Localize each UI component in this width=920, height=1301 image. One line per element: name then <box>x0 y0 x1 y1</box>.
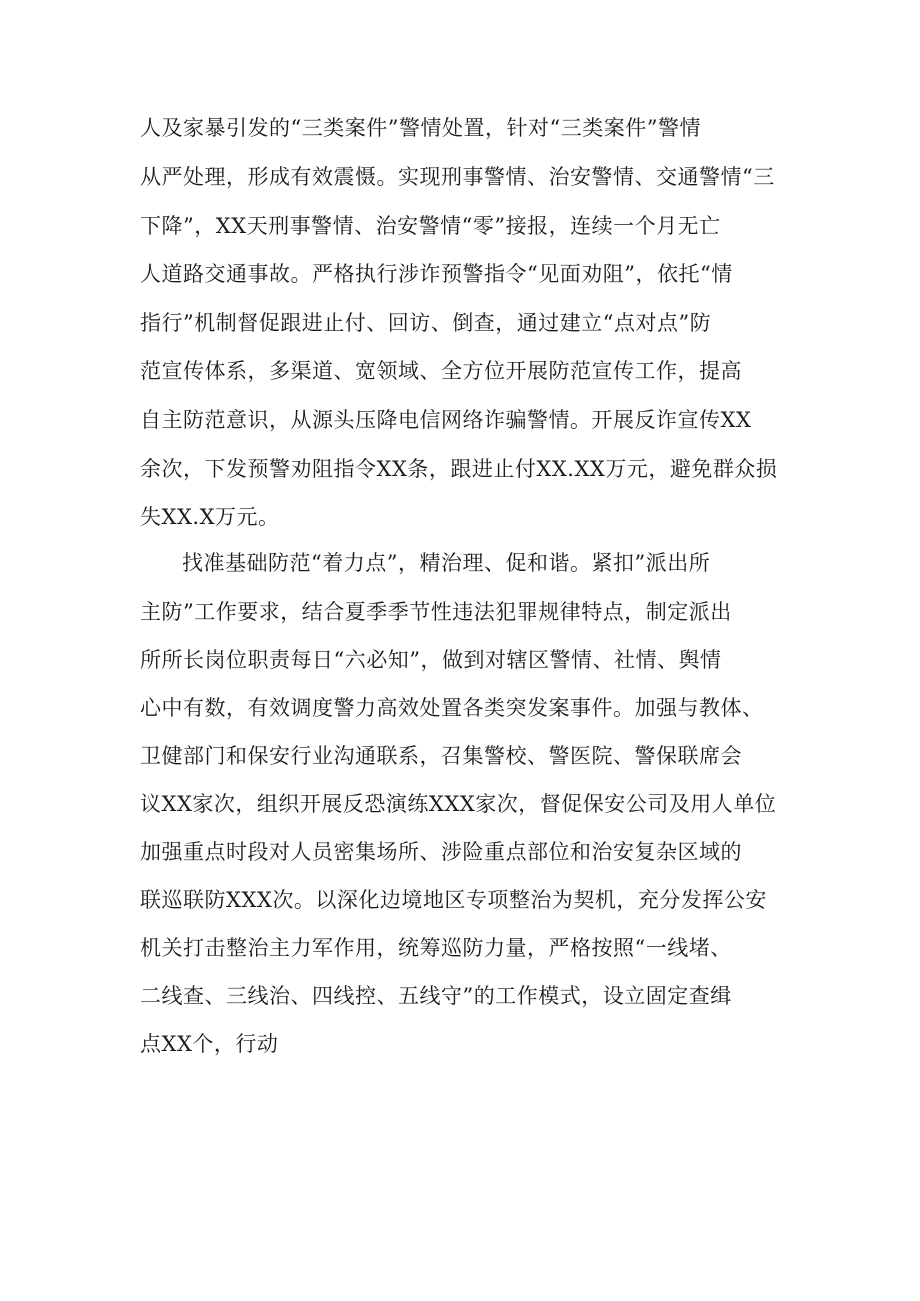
text-line: 下降”，XX天刑事警情、治安警情“零”接报，连续一个月无亡 <box>140 214 721 238</box>
text-line: 心中有数，有效调度警力高效处置各类突发案事件。加强与教体、 <box>140 696 764 720</box>
text-line: 余次，下发预警劝阻指令XX条，跟进止付XX.XX万元，避免群众损 <box>140 457 778 481</box>
text-line: 卫健部门和保安行业沟通联系，召集警校、警医院、警保联席会 <box>140 744 742 768</box>
text-line: 所所长岗位职责每日“六必知”，做到对辖区警情、社情、舆情 <box>140 648 722 672</box>
text-line: 主防”工作要求，结合夏季季节性违法犯罪规律特点，制定派出 <box>140 600 732 624</box>
text-line: 人道路交通事故。严格执行涉诈预警指令“见面劝阻”，依托“情 <box>140 262 733 286</box>
text-line: 自主防范意识，从源头压降电信网络诈骗警情。开展反诈宣传XX <box>140 408 752 432</box>
text-line: 范宣传体系，多渠道、宽领域、全方位开展防范宣传工作，提高 <box>140 359 742 383</box>
text-line: 点XX个，行动 <box>140 1032 279 1056</box>
text-line: 人及家暴引发的“三类案件”警情处置，针对“三类案件”警情 <box>140 116 701 140</box>
text-line: 找准基础防范“着力点”，精治理、促和谐。紧扣”派出所 <box>182 551 711 575</box>
text-line: 加强重点时段对人员密集场所、涉险重点部位和治安复杂区域的 <box>140 840 742 864</box>
text-line: 机关打击整治主力军作用，统筹巡防力量，严格按照“一线堵、 <box>140 936 732 960</box>
text-line: 指行”机制督促跟进止付、回访、倒查，通过建立“点对点”防 <box>140 311 712 335</box>
text-line: 联巡联防XXX次。以深化边境地区专项整治为契机，充分发挥公安 <box>140 888 767 912</box>
text-line: 议XX家次，组织开展反恐演练XXX家次，督促保安公司及用人单位 <box>140 792 777 816</box>
text-line: 从严处理，形成有效震慑。实现刑事警情、治安警情、交通警情“三 <box>140 165 775 189</box>
text-line: 二线查、三线治、四线控、五线守”的工作模式，设立固定查缉 <box>140 984 732 1008</box>
text-line: 失XX.X万元。 <box>140 505 280 529</box>
